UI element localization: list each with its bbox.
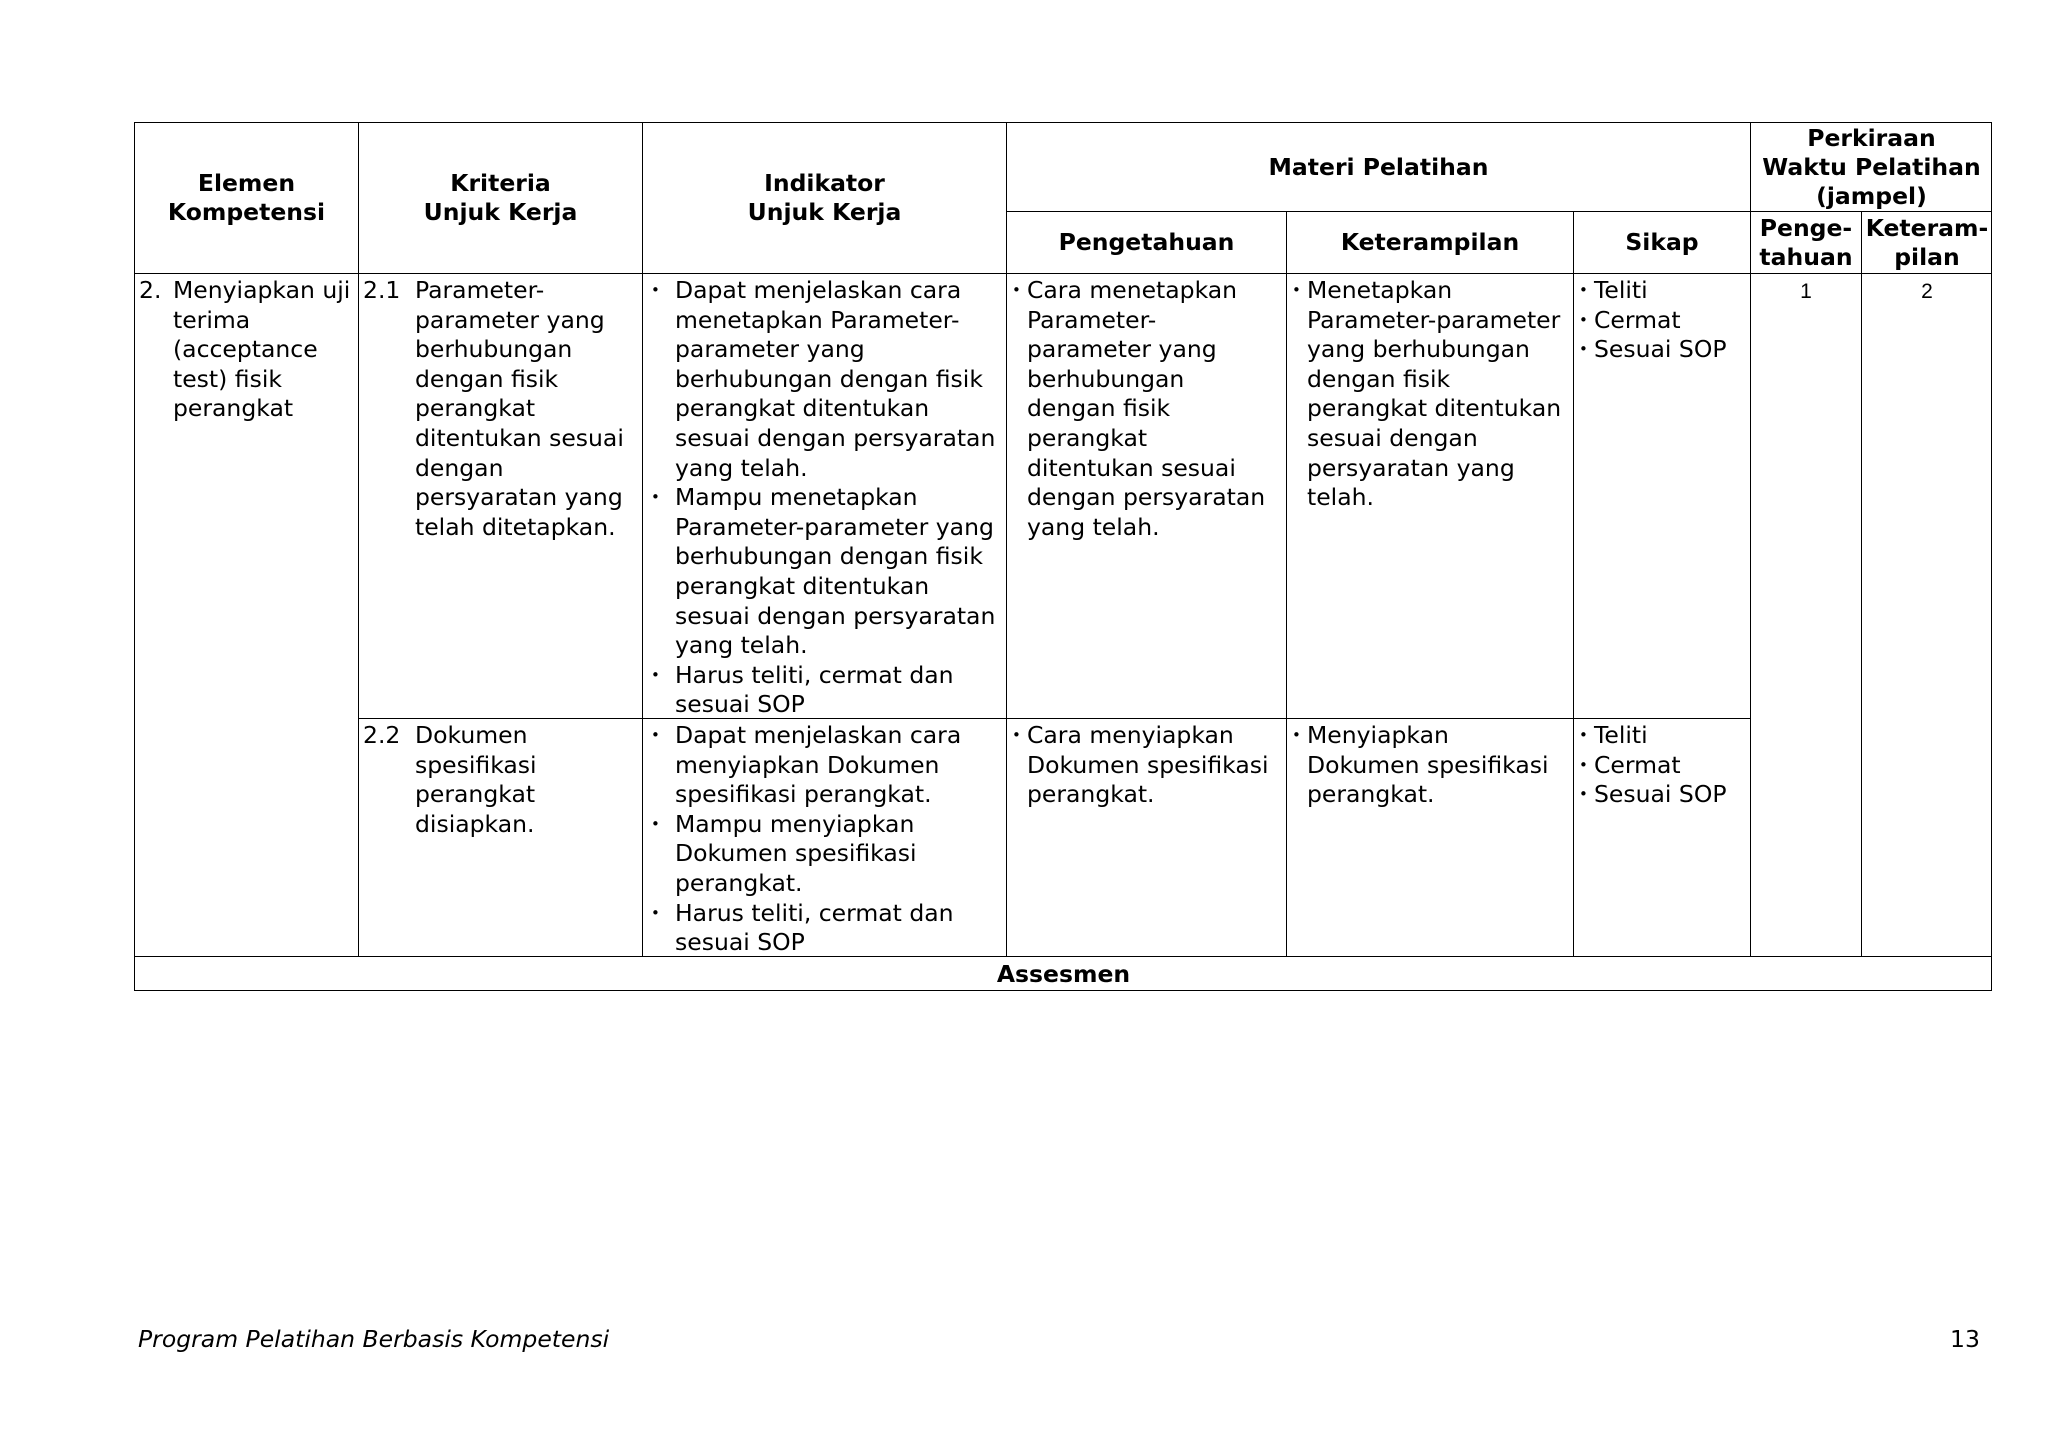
element-number: 2. [139, 276, 162, 304]
footer-page-number: 13 [1950, 1325, 1980, 1353]
header-indikator-unjuk-kerja [642, 122, 1006, 273]
header-elemen-line1: Elemen [197, 169, 296, 197]
header-elemen-kompetensi [134, 122, 358, 273]
header-perkiraan-waktu [1750, 122, 1992, 211]
header-perkiraan-line1: Perkiraan [1807, 123, 1936, 152]
kuk-cell-2-1 [358, 273, 642, 718]
list-item: • Harus teliti, cermat dan sesuai SOP [647, 899, 1000, 958]
pengetahuan-list [1011, 721, 1280, 810]
header-kriteria-unjuk-kerja [358, 122, 642, 273]
indikator-list [647, 276, 1000, 720]
keterampilan-cell-2-1 [1286, 273, 1573, 718]
header-indikator-line2: Unjuk Kerja [747, 198, 902, 226]
header-sikap-label: Sikap [1625, 228, 1699, 256]
list-item: • Sesuai SOP [1578, 335, 1744, 365]
header-keteram-line2: pilan [1894, 242, 1960, 271]
list-item: • Cara menyiapkan Dokumen spesifikasi perangkat. [1011, 721, 1280, 810]
header-materi-pelatihan [1006, 122, 1750, 211]
header-keteram-line1: Keteram- [1865, 213, 1989, 242]
sikap-cell-2-1 [1573, 273, 1750, 718]
header-kriteria-line2: Unjuk Kerja [423, 198, 578, 226]
sikap-cell-2-2 [1573, 718, 1750, 956]
indikator-list [647, 721, 1000, 958]
header-jampel-keterampilan [1861, 211, 1992, 273]
header-pengetahuan-label: Pengetahuan [1058, 228, 1235, 256]
header-jampel-pengetahuan [1750, 211, 1861, 273]
footer-document-title: Program Pelatihan Berbasis Kompetensi [138, 1325, 610, 1353]
list-item: • Cara menetapkan Parameter-parameter yang berhubungan dengan fisik perangkat ditentukan sesuai dengan persyaratan yang telah. [1011, 276, 1280, 542]
kuk-cell-2-2 [358, 718, 642, 956]
header-elemen-line2: Kompetensi [167, 198, 326, 226]
pengetahuan-cell-2-1 [1006, 273, 1286, 718]
assesmen-label: Assesmen [996, 959, 1131, 988]
header-indikator-line1: Indikator [764, 169, 885, 197]
pengetahuan-cell-2-2 [1006, 718, 1286, 956]
element-kompetensi-cell [134, 273, 358, 956]
list-item: • Cermat [1578, 306, 1744, 336]
indikator-cell-2-2 [642, 718, 1006, 956]
kuk-number: 2.2 [363, 721, 401, 749]
header-penge-line2: tahuan [1759, 242, 1853, 271]
header-sikap [1573, 211, 1750, 273]
list-item: • Teliti [1578, 721, 1744, 751]
list-item: • Sesuai SOP [1578, 780, 1744, 810]
list-item: • Teliti [1578, 276, 1744, 306]
kuk-text: Parameter-parameter yang berhubungan dengan fisik perangkat ditentukan sesuai dengan persyaratan yang telah ditetapkan. [415, 276, 624, 541]
keterampilan-list [1291, 276, 1567, 513]
header-perkiraan-line2: Waktu Pelatihan [1762, 152, 1981, 181]
header-keterampilan-label: Keterampilan [1340, 228, 1520, 256]
list-item: • Harus teliti, cermat dan sesuai SOP [647, 661, 1000, 720]
jampel-keterampilan-value: 2 [1861, 273, 1992, 956]
list-item: • Mampu menyiapkan Dokumen spesifikasi perangkat. [647, 810, 1000, 899]
competency-table [134, 122, 1992, 991]
kuk-number: 2.1 [363, 276, 401, 304]
header-keterampilan [1286, 211, 1573, 273]
header-penge-line1: Penge- [1759, 213, 1853, 242]
sikap-list [1578, 721, 1744, 810]
keterampilan-cell-2-2 [1286, 718, 1573, 956]
header-perkiraan-line3: (jampel) [1816, 181, 1927, 210]
header-pengetahuan [1006, 211, 1286, 273]
element-text: Menyiapkan uji terima (acceptance test) fisik perangkat [173, 276, 351, 423]
list-item: • Menyiapkan Dokumen spesifikasi perangkat. [1291, 721, 1567, 810]
pengetahuan-list [1011, 276, 1280, 542]
assesmen-row [134, 956, 1992, 991]
header-kriteria-line1: Kriteria [450, 169, 551, 197]
indikator-cell-2-1 [642, 273, 1006, 718]
list-item: • Menetapkan Parameter-parameter yang berhubungan dengan fisik perangkat ditentukan sesuai dengan persyaratan yang telah. [1291, 276, 1567, 513]
kuk-text: Dokumen spesifikasi perangkat disiapkan. [415, 721, 537, 838]
header-materi-label: Materi Pelatihan [1268, 152, 1489, 181]
list-item: • Cermat [1578, 751, 1744, 781]
list-item: • Mampu menetapkan Parameter-parameter yang berhubungan dengan fisik perangkat ditentukan sesuai dengan persyaratan yang telah. [647, 483, 1000, 661]
keterampilan-list [1291, 721, 1567, 810]
jampel-pengetahuan-value: 1 [1750, 273, 1861, 956]
list-item: • Dapat menjelaskan cara menyiapkan Dokumen spesifikasi perangkat. [647, 721, 1000, 810]
sikap-list [1578, 276, 1744, 365]
list-item: • Dapat menjelaskan cara menetapkan Parameter-parameter yang berhubungan dengan fisik perangkat ditentukan sesuai dengan persyaratan yang telah. [647, 276, 1000, 483]
